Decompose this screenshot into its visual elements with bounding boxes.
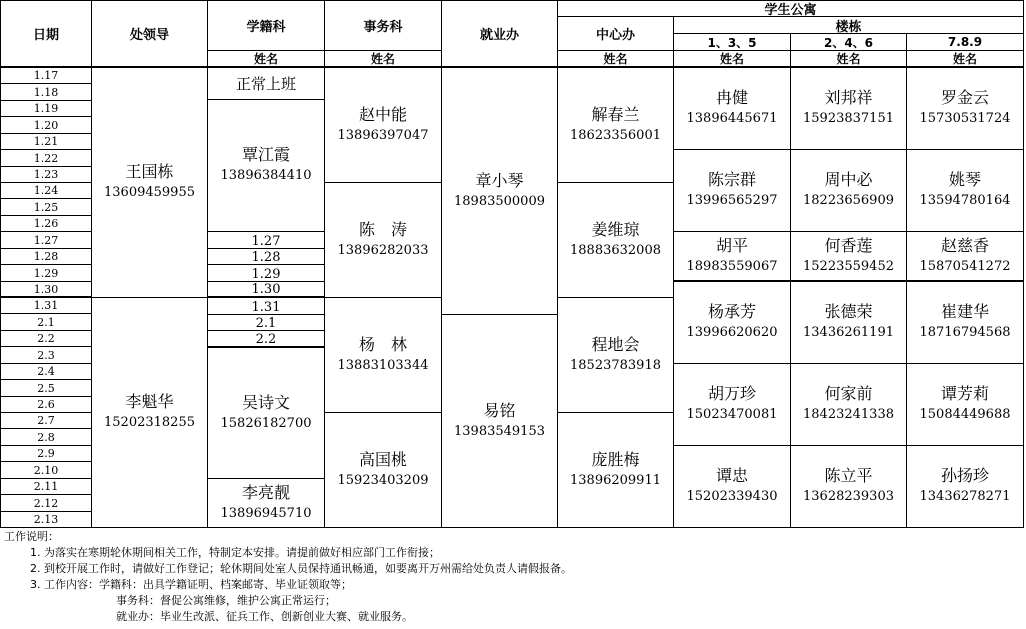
xueji-normal-work: 正常上班: [208, 68, 325, 100]
date-cell: 2.13: [1, 512, 92, 528]
date-cell: 2.11: [1, 479, 92, 495]
xueji-person-cell: [208, 100, 325, 232]
date-cell: 2.2: [1, 331, 92, 347]
header-building: 楼栋: [674, 17, 1024, 34]
person-phone: 13996565297: [686, 193, 778, 208]
notes-line: 2. 到校开展工作时，请做好工作登记；轮休期间处室人员保持通讯畅通，如要离开万州需给处负责人请假报备。: [30, 562, 572, 575]
date-cell: 1.28: [1, 249, 92, 265]
person-name: 覃江霞: [241, 145, 290, 164]
apartment-person-cell: [791, 68, 907, 150]
person-name: 陈 涛: [358, 219, 407, 239]
shiwu-person-cell: [325, 413, 442, 528]
apartment-person-cell: [907, 150, 1024, 232]
apartment-person-cell: [791, 364, 907, 446]
person-phone: 13883103344: [337, 357, 429, 373]
jiuye-person-cell: [442, 68, 558, 315]
person-phone: 15826182700: [220, 415, 312, 431]
rotation-date-cell: 1.28: [208, 249, 325, 265]
person-phone: 13983549153: [454, 423, 545, 439]
date-cell: 1.19: [1, 101, 92, 117]
date-cell: 2.6: [1, 397, 92, 413]
person-phone: 18523783918: [570, 357, 661, 373]
header-apt-name-1: 姓名: [674, 51, 791, 67]
date-cell: 2.7: [1, 413, 92, 429]
rotation-date-cell: 2.2: [208, 331, 325, 348]
apartment-person-cell: [674, 150, 791, 232]
person-name: 胡平: [715, 235, 748, 255]
person-phone: 13594780164: [919, 193, 1011, 208]
center-person-cell: [558, 68, 674, 183]
jiuye-person-cell: [442, 315, 558, 528]
header-building-789: 7.8.9: [907, 34, 1024, 51]
person-phone: 15923403209: [337, 472, 429, 488]
center-person-cell: [558, 183, 674, 298]
date-cell: 1.22: [1, 150, 92, 167]
date-cell: 1.18: [1, 84, 92, 101]
person-phone: 18983559067: [686, 258, 778, 274]
date-cell: 1.26: [1, 216, 92, 232]
person-name: 程地会: [591, 334, 640, 354]
date-cell: 2.10: [1, 462, 92, 479]
header-shiwu: 事务科: [325, 1, 442, 51]
person-phone: 15730531724: [919, 111, 1011, 126]
date-cell: 1.29: [1, 265, 92, 282]
apartment-person-cell: [907, 282, 1024, 364]
center-person-cell: [558, 298, 674, 413]
leader-phone: 13609459955: [104, 185, 195, 200]
xueji-person-cell: [208, 479, 325, 528]
notes-line: 就业办：毕业生改派、征兵工作、创新创业大赛、就业服务。: [116, 610, 413, 623]
person-name: 何香莲: [824, 235, 873, 255]
date-cell: 1.27: [1, 232, 92, 249]
person-name: 罗金云: [940, 88, 989, 107]
header-center: 中心办: [558, 17, 674, 51]
person-name: 易铭: [483, 400, 516, 420]
person-phone: 15202339430: [686, 489, 778, 504]
notes-line: 1. 为落实在寒期轮休期间相关工作，特制定本安排。请提前做好相应部门工作衔接；: [30, 546, 440, 559]
person-phone: 13896945710: [220, 505, 312, 521]
shiwu-person-cell: [325, 183, 442, 298]
date-cell: 1.24: [1, 183, 92, 199]
person-name: 赵中能: [358, 104, 407, 124]
person-name: 杨承芳: [707, 302, 756, 321]
rotation-date-cell: 1.31: [208, 298, 325, 315]
notes-line: 3. 工作内容：学籍科：出具学籍证明、档案邮寄、毕业证领取等；: [30, 578, 352, 591]
person-name: 李亮靓: [241, 482, 290, 502]
date-cell: 1.20: [1, 117, 92, 134]
apartment-person-cell: [674, 68, 791, 150]
person-phone: 13896384410: [220, 168, 312, 183]
xueji-person-cell: [208, 348, 325, 479]
notes-line: 事务科：督促公寓维修，维护公寓正常运行；: [116, 594, 336, 607]
header-date: 日期: [1, 1, 92, 67]
date-cell: 1.25: [1, 199, 92, 216]
person-name: 崔建华: [940, 302, 989, 321]
person-name: 谭芳莉: [940, 384, 989, 403]
person-phone: 13996620620: [686, 325, 778, 340]
apartment-person-cell: [907, 364, 1024, 446]
person-name: 章小琴: [475, 170, 524, 190]
date-cell: 1.31: [1, 298, 92, 314]
rotation-date-cell: 1.29: [208, 265, 325, 282]
date-cell: 2.8: [1, 429, 92, 446]
apartment-person-cell: [791, 232, 907, 282]
header-apartment: 学生公寓: [558, 1, 1024, 17]
person-name: 冉健: [715, 88, 748, 107]
person-name: 孙扬珍: [940, 466, 989, 485]
person-name: 姚琴: [948, 170, 981, 189]
leader-cell: [92, 68, 208, 298]
person-name: 赵慈香: [940, 235, 989, 255]
person-name: 庞胜梅: [591, 449, 640, 469]
person-phone: 13436261191: [803, 325, 894, 340]
apartment-person-cell: [907, 68, 1024, 150]
apartment-person-cell: [907, 232, 1024, 282]
person-phone: 18423241338: [803, 407, 894, 422]
header-xueji-name: 姓名: [208, 51, 325, 67]
person-name: 谭忠: [715, 466, 748, 485]
person-name: 陈宗群: [707, 170, 756, 189]
shiwu-person-cell: [325, 68, 442, 183]
person-phone: 18223656909: [803, 193, 894, 208]
apartment-person-cell: [791, 446, 907, 528]
rotation-date-cell: 2.1: [208, 315, 325, 331]
person-name: 刘邦祥: [824, 88, 873, 107]
apartment-person-cell: [674, 446, 791, 528]
apartment-person-cell: [791, 282, 907, 364]
shiwu-person-cell: [325, 298, 442, 413]
date-cell: 2.12: [1, 495, 92, 512]
notes-title: 工作说明：: [4, 530, 59, 543]
person-phone: 13896445671: [686, 111, 778, 126]
person-phone: 15084449688: [919, 407, 1011, 422]
person-phone: 18623356001: [570, 127, 661, 143]
person-phone: 15023470081: [686, 407, 778, 422]
header-building-135: 1、3、5: [674, 34, 791, 51]
apartment-person-cell: [674, 282, 791, 364]
rotation-date-cell: 1.30: [208, 282, 325, 298]
person-phone: 13436278271: [919, 489, 1011, 504]
person-phone: 13896209911: [570, 472, 661, 488]
person-name: 胡万珍: [707, 384, 756, 403]
date-cell: 2.9: [1, 446, 92, 462]
date-cell: 2.1: [1, 314, 92, 331]
person-phone: 15870541272: [919, 258, 1011, 274]
person-name: 张德荣: [824, 302, 873, 321]
person-name: 高国桃: [358, 449, 407, 469]
header-xueji: 学籍科: [208, 1, 325, 51]
date-cell: 2.3: [1, 347, 92, 364]
date-cell: 1.30: [1, 282, 92, 298]
date-cell: 1.21: [1, 134, 92, 150]
person-phone: 13896397047: [337, 127, 429, 143]
apartment-person-cell: [674, 232, 791, 282]
header-leader: 处领导: [92, 1, 208, 67]
person-name: 陈立平: [824, 466, 873, 485]
work-notes: [4, 529, 1022, 625]
apartment-person-cell: [907, 446, 1024, 528]
leader-name: 李魁华: [125, 392, 174, 411]
person-name: 何家前: [824, 384, 873, 403]
rotation-date-cell: 1.27: [208, 232, 325, 249]
leader-cell: [92, 298, 208, 528]
person-phone: 18883632008: [570, 242, 661, 258]
person-name: 杨 林: [358, 334, 407, 354]
header-building-246: 2、4、6: [791, 34, 907, 51]
leader-phone: 15202318255: [104, 415, 195, 430]
person-phone: 18983500009: [454, 193, 545, 209]
apartment-person-cell: [791, 150, 907, 232]
header-apt-name-3: 姓名: [907, 51, 1024, 67]
person-phone: 15923837151: [803, 111, 894, 126]
date-cell: 2.5: [1, 380, 92, 397]
leader-name: 王国栋: [125, 162, 174, 181]
person-name: 解春兰: [591, 104, 640, 124]
header-shiwu-name: 姓名: [325, 51, 442, 67]
person-name: 周中必: [824, 170, 873, 189]
person-phone: 13896282033: [337, 242, 429, 258]
date-cell: 2.4: [1, 364, 92, 380]
header-center-name: 姓名: [558, 51, 674, 67]
person-phone: 13628239303: [803, 489, 894, 504]
header-jiuye: 就业办: [442, 1, 558, 67]
person-name: 吴诗文: [241, 392, 290, 412]
date-cell: 1.17: [1, 68, 92, 84]
person-phone: 15223559452: [803, 258, 894, 274]
center-person-cell: [558, 413, 674, 528]
header-apt-name-2: 姓名: [791, 51, 907, 67]
date-cell: 1.23: [1, 167, 92, 183]
person-name: 姜维琼: [591, 219, 640, 239]
apartment-person-cell: [674, 364, 791, 446]
person-phone: 18716794568: [919, 325, 1011, 340]
